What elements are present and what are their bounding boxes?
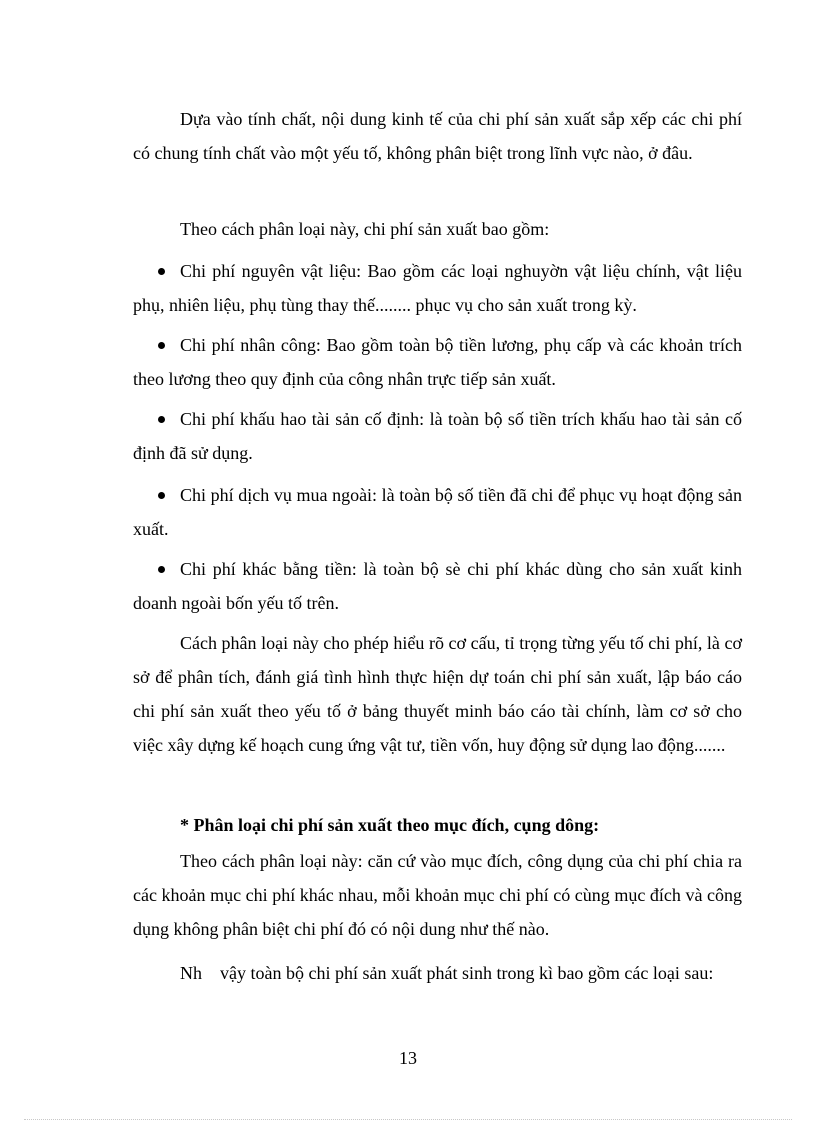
paragraph-analysis: Cách phân loại này cho phép hiểu rõ cơ cấu, tỉ trọng từng yếu tố chi phí, là cơ sở để phân tích, đánh giá tình hình thực hiện dự toán chi phí sản xuất, lập báo cáo chi phí sản xuất theo yếu tố ở bảng thuyết minh báo cáo tài chính, làm cơ sở cho việc xây dựng kế hoạch cung ứng vật tư, tiền vốn, huy động sử dụng lao động....... (133, 633, 742, 755)
list-item-text: Chi phí nguyên vật liệu: Bao gồm các loại nghuyờn vật liệu chính, vật liệu phụ, nhiên liệu, phụ tùng thay thế........ phục vụ cho sản xuất trong kỳ. (133, 261, 742, 315)
paragraph-summary: Nh vậy toàn bộ chi phí sản xuất phát sinh trong kì bao gồm các loại sau: (180, 963, 714, 983)
paragraph-purpose: Theo cách phân loại này: căn cứ vào mục đích, công dụng của chi phí chia ra các khoản mục chi phí khác nhau, mỗi khoản mục chi phí có cùng mục đích và công dụng không phân biệt chi phí đó có nội dung như thế nào. (133, 851, 742, 939)
list-item-text: Chi phí nhân công: Bao gồm toàn bộ tiền lương, phụ cấp và các khoản trích theo lương theo quy định của công nhân trực tiếp sản xuất. (133, 335, 742, 389)
page-border-divider (24, 1119, 792, 1120)
list-item (133, 402, 742, 470)
bullet-icon (158, 342, 165, 349)
list-item (133, 254, 742, 322)
list-item (133, 552, 742, 620)
bullet-icon (158, 566, 165, 573)
list-item (133, 328, 742, 396)
list-item-text: Chi phí khác bằng tiền: là toàn bộ sè chi phí khác dùng cho sản xuất kinh doanh ngoài bốn yếu tố trên. (133, 559, 742, 613)
page-number: 13 (399, 1048, 417, 1068)
bullet-icon (158, 416, 165, 423)
bullet-icon (158, 268, 165, 275)
section-heading: * Phân loại chi phí sản xuất theo mục đích, cụng dông: (180, 815, 600, 835)
list-item-text: Chi phí khấu hao tài sản cố định: là toàn bộ số tiền trích khấu hao tài sản cố định đã sử dụng. (133, 409, 742, 463)
bullet-icon (158, 492, 165, 499)
paragraph-list-intro: Theo cách phân loại này, chi phí sản xuất bao gồm: (180, 219, 550, 239)
list-item-text: Chi phí dịch vụ mua ngoài: là toàn bộ số tiền đã chi để phục vụ hoạt động sản xuất. (133, 485, 742, 539)
paragraph-intro: Dựa vào tính chất, nội dung kinh tế của chi phí sản xuất sắp xếp các chi phí có chung tính chất vào một yếu tố, không phân biệt trong lĩnh vực nào, ở đâu. (133, 109, 742, 163)
list-item (133, 478, 742, 546)
